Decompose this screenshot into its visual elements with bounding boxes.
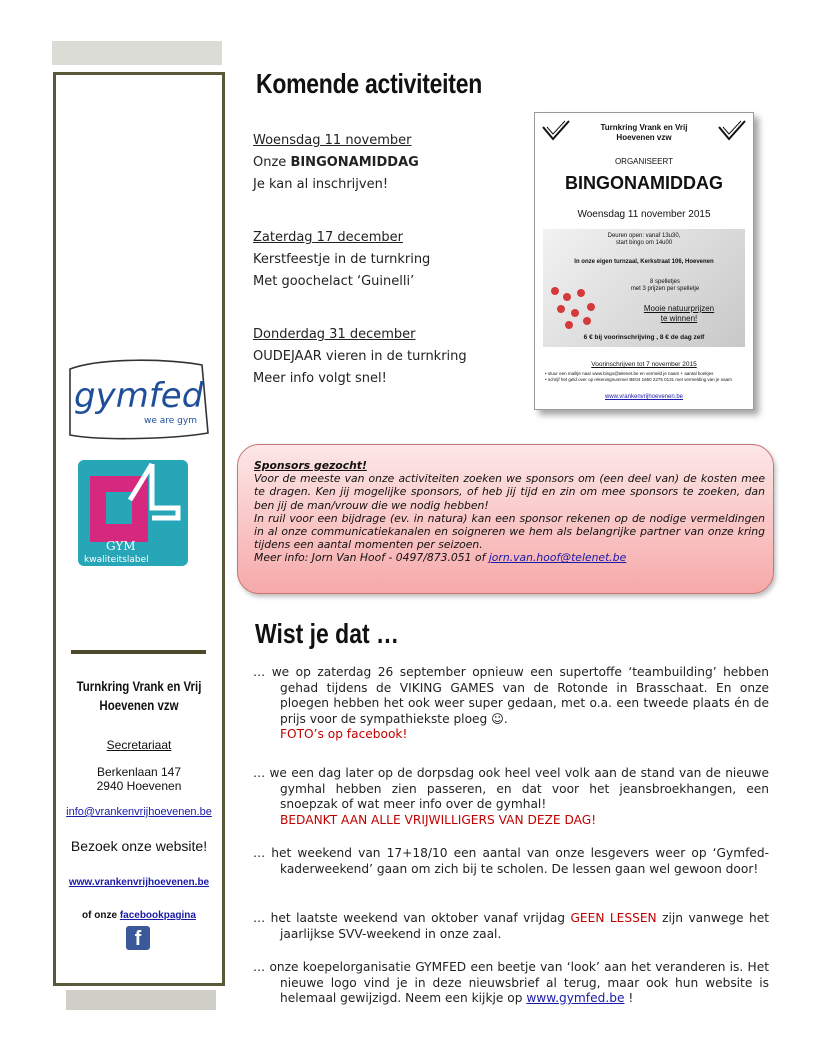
activity-line1: OUDEJAAR vieren in de turnkring [253, 349, 467, 364]
poster-date: Woensdag 11 november 2015 [577, 209, 711, 220]
poster-small-line1: • stuur een mailtje naar www.bingo@telenet.be en vermeld je naam + aantal boekjes [545, 371, 714, 376]
poster-location: In onze eigen turnzaal, Kerkstraat 106, Hoevenen [574, 259, 714, 265]
email-container [56, 806, 222, 818]
address-street: Berkenlaan 147 [96, 765, 182, 779]
sponsor-body2: In ruil voor een bijdrage (ev. in natura) kan een sponsor rekenen op de nodige vermeldingen in al onze communicatiekanalen en soigneren we hem als belangrijke partner van onze kring tijdens een aantal momenten per seizoen. [254, 511, 765, 552]
gymfed-logo-tagline: we are gym [144, 416, 197, 426]
facebook-icon[interactable]: f [126, 926, 150, 950]
poster-title-line2: Hoevenen vzw [616, 133, 672, 142]
activity-line1: Kerstfeestje in de turnkring [253, 252, 431, 267]
org-name-line2: Hoevenen vzw [99, 697, 179, 713]
news-item-text: … we op zaterdag 26 september opnieuw een supertoffe ‘teambuilding’ hebben gehad tijdens de VIKING GAMES van de Rotonde in Brasschaat. En onze ploegen hebben het ook weer super gedaan, met o.a. een tweede plaats én de prijs voor de sympathiekste ploeg ☺. [253, 665, 769, 726]
news-item-1 [253, 665, 769, 743]
news-item-text: … onze koepelorganisatie GYMFED een beetje van ‘look’ aan het veranderen is. Het nieuwe logo vind je in deze nieuwsbrief al terug, maar ook hun website is helemaal gewijzigd. Neem een kijkje op [253, 960, 769, 1006]
news-item-2 [253, 766, 769, 828]
gymfed-logo [62, 355, 212, 443]
bingo-poster [534, 112, 754, 410]
website-link[interactable]: www.vrankenvrijhoevenen.be [68, 877, 210, 888]
activity-line2: Meer info volgt snel! [253, 371, 387, 386]
activity-line1 [253, 152, 419, 174]
news-item-highlight: BEDANKT AAN ALLE VRIJWILLIGERS VAN DEZE DAG! [280, 812, 597, 827]
sponsor-body1: Voor de meeste van onze activiteiten zoeken we sponsors om (een deel van) de kosten mee te dragen. Ken jij mogelijke sponsors, of heb jij tijd en zin om mee sponsors te zoeken, dan ben jij de man/vrouw die we nodig hebben! [254, 472, 765, 512]
poster-prizes [625, 304, 733, 324]
poster-games-line2: met 3 prijzen per spelletje [630, 286, 700, 292]
activities-heading: Komende activiteiten [256, 68, 483, 99]
sponsor-email-link[interactable]: jorn.van.hoof@telenet.be [488, 551, 627, 565]
sponsor-contact [254, 551, 765, 564]
poster-preregister: Voorinschrijven tot 7 november 2015 [591, 361, 697, 368]
news-item-text-end: ! [624, 991, 634, 1006]
org-name-line1: Turnkring Vrank en Vrij [76, 678, 202, 694]
activity-3 [253, 324, 467, 390]
bottom-decor-bar [66, 990, 216, 1010]
poster-doors-line2: start bingo om 14u00 [615, 240, 673, 246]
facebook-line [56, 910, 222, 921]
activity-line2: Je kan al inschrijven! [253, 177, 389, 192]
address-city: 2940 Hoevenen [96, 779, 182, 793]
news-item-highlight: FOTO’s op facebook! [280, 727, 408, 742]
activity-date: Zaterdag 17 december [253, 230, 404, 245]
secretariat-heading: Secretariaat [106, 738, 172, 752]
sponsor-title: Sponsors gezocht! [254, 459, 367, 472]
poster-url: www.vrankenvrijhoevenen.be [604, 394, 684, 400]
q4-logo-gym: GYM [106, 539, 136, 553]
poster-organiseert: ORGANISEERT [614, 157, 674, 166]
poster-title-line1: Turnkring Vrank en Vrij [600, 123, 688, 132]
poster-small-print [545, 371, 743, 382]
news-item-5 [253, 960, 769, 1007]
poster-doors [535, 233, 753, 247]
activity-1 [253, 130, 419, 196]
news-item-3 [253, 846, 769, 877]
sponsor-callout [237, 444, 774, 594]
visit-website-text: Bezoek onze website! [70, 838, 208, 854]
poster-prizes-line2: te winnen! [660, 314, 698, 323]
facebook-link[interactable]: facebookpagina [119, 910, 196, 921]
top-decor-bar [52, 41, 222, 65]
gymfed-website-link[interactable]: www.gymfed.be [526, 991, 625, 1006]
poster-prizes-line1: Mooie natuurprijzen [643, 304, 715, 313]
sponsor-contact-text: Meer info: Jorn Van Hoof - 0497/873.051 of [254, 551, 489, 565]
website-container [56, 877, 222, 888]
address [58, 765, 220, 793]
facebook-prefix: of onze [82, 910, 118, 921]
poster-title [535, 123, 753, 143]
poster-games-line1: 8 spelletjes [649, 279, 681, 285]
news-item-text: … we een dag later op de dorpsdag ook heel veel volk aan de stand van de nieuwe gymhal hebben zien passeren, en dat voor het jeansbroekhangen, een snoepzak of wat meer info over de gymhal! [253, 766, 769, 812]
org-name [73, 677, 206, 715]
poster-bingo-title: BINGONAMIDDAG [565, 173, 723, 193]
activity-date: Woensdag 11 november [253, 133, 412, 148]
activity-line1-bold: BINGONAMIDDAG [290, 155, 419, 170]
gymfed-logo-brand: gymfed [74, 376, 204, 416]
poster-price: 6 € bij voorinschrijving , 8 € de dag zelf [583, 334, 705, 341]
activity-2 [253, 227, 430, 293]
activity-line1-text: Onze [253, 155, 291, 170]
wist-je-dat-heading: Wist je dat … [255, 618, 399, 649]
sidebar-separator [71, 650, 206, 654]
activity-date: Donderdag 31 december [253, 327, 416, 342]
poster-games [595, 279, 735, 293]
news-item-text: … het weekend van 17+18/10 een aantal van onze lesgevers weer op ‘Gymfed-kaderweekend’ gaan om zich bij te scholen. De lessen gaan wel gewoon door! [253, 846, 769, 876]
poster-small-line2: • schrijf het geld over op rekeningnummer BE04 1650 2275 0131 met vermelding van je naam [545, 376, 732, 382]
news-item-text: … het laatste weekend van oktober vanaf vrijdag [253, 911, 571, 925]
poster-doors-line1: Deuren open: vanaf 13u30, [607, 233, 681, 239]
q4-kwaliteitslabel-logo [78, 460, 188, 566]
activity-line2: Met goochelact ‘Guinelli’ [253, 274, 415, 289]
news-item-4 [253, 911, 769, 942]
news-item-text-end: zijn vanwege het jaarlijkse SVV-weekend in onze zaal. [280, 911, 769, 941]
email-link[interactable]: info@vrankenvrijhoevenen.be [66, 806, 212, 818]
q4-logo-label: kwaliteitslabel [84, 555, 149, 565]
news-item-highlight: GEEN LESSEN [570, 911, 657, 925]
